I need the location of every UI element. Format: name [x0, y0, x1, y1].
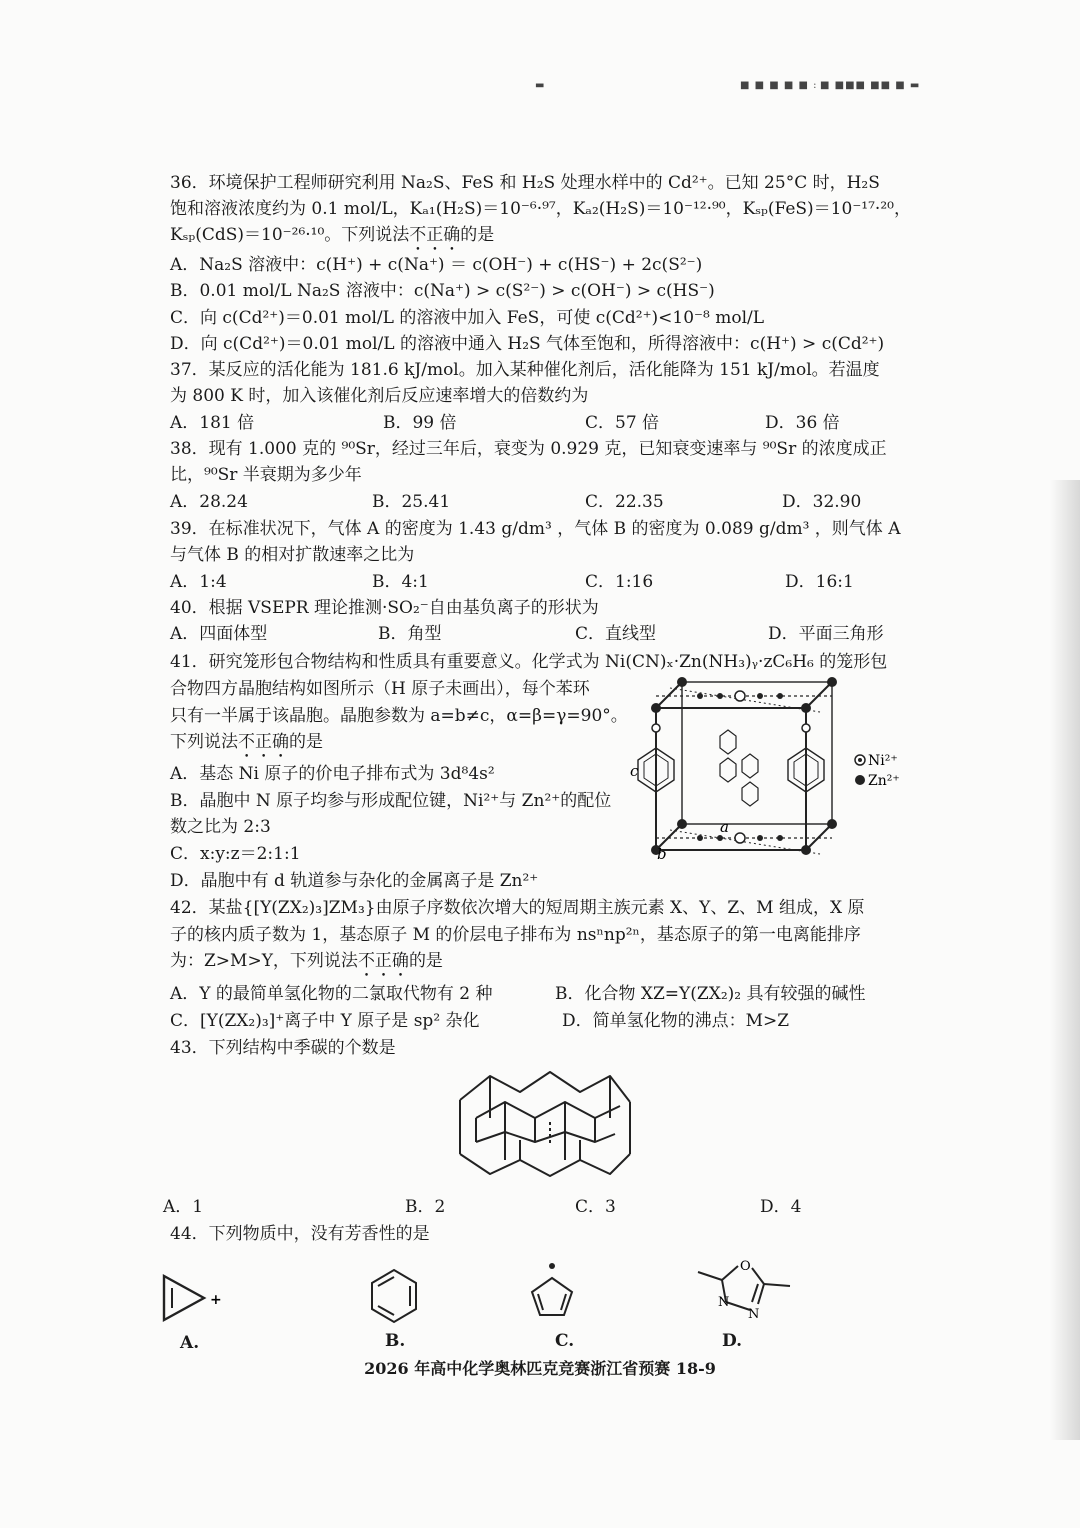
benzene-structure	[366, 1266, 422, 1326]
q39-option-d: D．16:1	[785, 572, 854, 592]
q39-option-b: B．4:1	[372, 572, 429, 592]
q39-option-a: A．1:4	[170, 572, 227, 592]
q37-option-c: C．57 倍	[585, 413, 660, 433]
atom-o: O	[740, 1259, 751, 1274]
q38-option-d: D．32.90	[782, 492, 862, 512]
q37-option-b: B．99 倍	[383, 413, 457, 433]
q40-option-c: C．直线型	[575, 624, 657, 644]
q41-stem-line3: 只有一半属于该晶胞。晶胞参数为 a=b≠c，α=β=γ=90°。	[170, 706, 628, 726]
q38-stem-line1: 38．现有 1.000 克的 ⁹⁰Sr，经过三年后，衰变为 0.929 克，已知衰变速率与 ⁹⁰Sr 的浓度成正	[170, 439, 887, 459]
q36-option-a: A．Na₂S 溶液中：c(H⁺) + c(Na⁺) ＝ c(OH⁻) + c(HS⁻) + 2c(S²⁻)	[170, 255, 703, 275]
axis-c-label: c	[630, 762, 639, 780]
q41-option-b-line2: 数之比为 2:3	[170, 817, 271, 837]
q36-stem-line2: 饱和溶液浓度约为 0.1 mol/L，Kₐ₁(H₂S)＝10⁻⁶·⁹⁷，Kₐ₂(H₂S)＝10⁻¹²·⁹⁰，Kₛₚ(FeS)＝10⁻¹⁷·²⁰，	[170, 199, 911, 219]
q37-option-d: D．36 倍	[765, 413, 840, 433]
q38-option-a: A．28.24	[170, 492, 248, 512]
q43-option-b: B．2	[405, 1197, 446, 1217]
atom-n1: N	[718, 1295, 730, 1310]
q39-option-c: C．1:16	[585, 572, 654, 592]
q44-option-a: A.	[180, 1333, 200, 1353]
q41-stem-line2: 合物四方晶胞结构如图所示（H 原子未画出），每个苯环	[170, 679, 590, 699]
q42-stem-line3: 为：Z>M>Y，下列说法不正确的是	[170, 951, 443, 971]
q42-option-a: A．Y 的最简单氢化物的二氯取代物有 2 种	[170, 984, 493, 1004]
scan-shadow	[1050, 480, 1080, 1440]
q37-option-a: A．181 倍	[170, 413, 255, 433]
zn-legend-icon	[855, 775, 865, 785]
q43-option-d: D．4	[760, 1197, 802, 1217]
q39-stem-line2: 与气体 B 的相对扩散速率之比为	[170, 545, 415, 565]
header-mark-1: ▬	[535, 80, 546, 91]
q40-option-d: D．平面三角形	[768, 624, 884, 644]
q42-stem-line2: 子的核内质子数为 1，基态原子 M 的价层电子排布为 nsⁿnp²ⁿ，基态原子的第一电离能排序	[170, 925, 861, 945]
page-footer: 2026 年高中化学奥林匹克竞赛浙江省预赛 18-9	[364, 1359, 716, 1378]
q38-option-c: C．22.35	[585, 492, 664, 512]
legend-zn-label: Zn²⁺	[868, 773, 900, 789]
q36-stem-line1: 36．环境保护工程师研究利用 Na₂S、FeS 和 H₂S 处理水样中的 Cd²⁺。已知 25°C 时，H₂S	[170, 173, 880, 193]
cyclopropenyl-cation-structure	[158, 1268, 228, 1328]
axis-a-label: a	[720, 818, 729, 836]
dimethyloxazole-structure	[692, 1252, 804, 1324]
q44-option-b: B.	[385, 1331, 406, 1351]
benzene-center-2	[742, 754, 758, 778]
q43-stem-line1: 43．下列结构中季碳的个数是	[170, 1038, 396, 1058]
q41-option-a: A．基态 Ni 原子的价电子排布式为 3d⁸4s²	[170, 764, 495, 784]
q42-option-d: D．简单氢化物的沸点：M>Z	[562, 1011, 790, 1031]
q42-option-c: C．[Y(ZX₂)₃]⁺离子中 Y 原子是 sp² 杂化	[170, 1011, 480, 1031]
q41-stem-line1: 41．研究笼形包合物结构和性质具有重要意义。化学式为 Ni(CN)ₓ·Zn(NH₃)ᵧ·zC₆H₆ 的笼形包	[170, 652, 888, 672]
q37-stem-line1: 37．某反应的活化能为 181.6 kJ/mol。加入某种催化剂后，活化能降为 151 kJ/mol。若温度	[170, 360, 880, 380]
legend-ni-label: Ni²⁺	[868, 753, 898, 769]
q43-option-c: C．3	[575, 1197, 616, 1217]
q43-option-a: A．1	[163, 1197, 204, 1217]
benzene-center-1	[720, 730, 736, 754]
atom-n2: N	[748, 1307, 760, 1322]
axis-b-label: b	[657, 845, 667, 863]
q42-option-b: B．化合物 XZ=Y(ZX₂)₂ 具有较强的碱性	[555, 984, 866, 1004]
q40-option-a: A．四面体型	[170, 624, 268, 644]
q36-option-b: B．0.01 mol/L Na₂S 溶液中：c(Na⁺) > c(S²⁻) > c(OH⁻) > c(HS⁻)	[170, 281, 715, 301]
header-mark-3: ■ ■■■ ■■ ■ ▬	[820, 80, 921, 91]
q36-stem-line3: Kₛₚ(CdS)＝10⁻²⁶·¹⁰。下列说法不正确的是	[170, 225, 495, 245]
q37-stem-line2: 为 800 K 时，加入该催化剂后反应速率增大的倍数约为	[170, 386, 589, 406]
q41-option-d: D．晶胞中有 d 轨道参与杂化的金属离子是 Zn²⁺	[170, 871, 539, 891]
q39-stem-line1: 39．在标准状况下，气体 A 的密度为 1.43 g/dm³ ，气体 B 的密度为 0.089 g/dm³ ，则气体 A	[170, 519, 901, 539]
cyclopentadienyl-radical-structure	[524, 1260, 580, 1322]
q36-option-c: C．向 c(Cd²⁺)＝0.01 mol/L 的溶液中加入 FeS，可使 c(Cd²⁺)<10⁻⁸ mol/L	[170, 308, 765, 328]
q38-option-b: B．25.41	[372, 492, 451, 512]
header-mark-2: ■ ■ ■ ■ ■ :	[740, 80, 818, 91]
q41-option-c: C．x:y:z＝2:1:1	[170, 844, 301, 864]
polycyclic-structure	[450, 1062, 640, 1180]
q41-stem-line4: 下列说法不正确的是	[170, 732, 323, 752]
q40-option-b: B．角型	[378, 624, 442, 644]
q42-stem-line1: 42．某盐{[Y(ZX₂)₃]ZM₃}由原子序数依次增大的短周期主族元素 X、Y、Z、M 组成，X 原	[170, 898, 865, 918]
q44-option-c: C.	[555, 1331, 575, 1351]
q36-option-d: D．向 c(Cd²⁺)＝0.01 mol/L 的溶液中通入 H₂S 气体至饱和，所得溶液中：c(H⁺) > c(Cd²⁺)	[170, 334, 885, 354]
q40-stem-line1: 40．根据 VSEPR 理论推测·SO₂⁻自由基负离子的形状为	[170, 598, 599, 618]
charge-plus: +	[210, 1292, 222, 1308]
q41-option-b-line1: B．晶胞中 N 原子均参与形成配位键，Ni²⁺与 Zn²⁺的配位	[170, 791, 612, 811]
q44-stem-line1: 44．下列物质中，没有芳香性的是	[170, 1224, 430, 1244]
q38-stem-line2: 比，⁹⁰Sr 半衰期为多少年	[170, 465, 362, 485]
q44-option-d: D.	[722, 1331, 743, 1351]
crystal-cell-figure	[620, 668, 910, 868]
